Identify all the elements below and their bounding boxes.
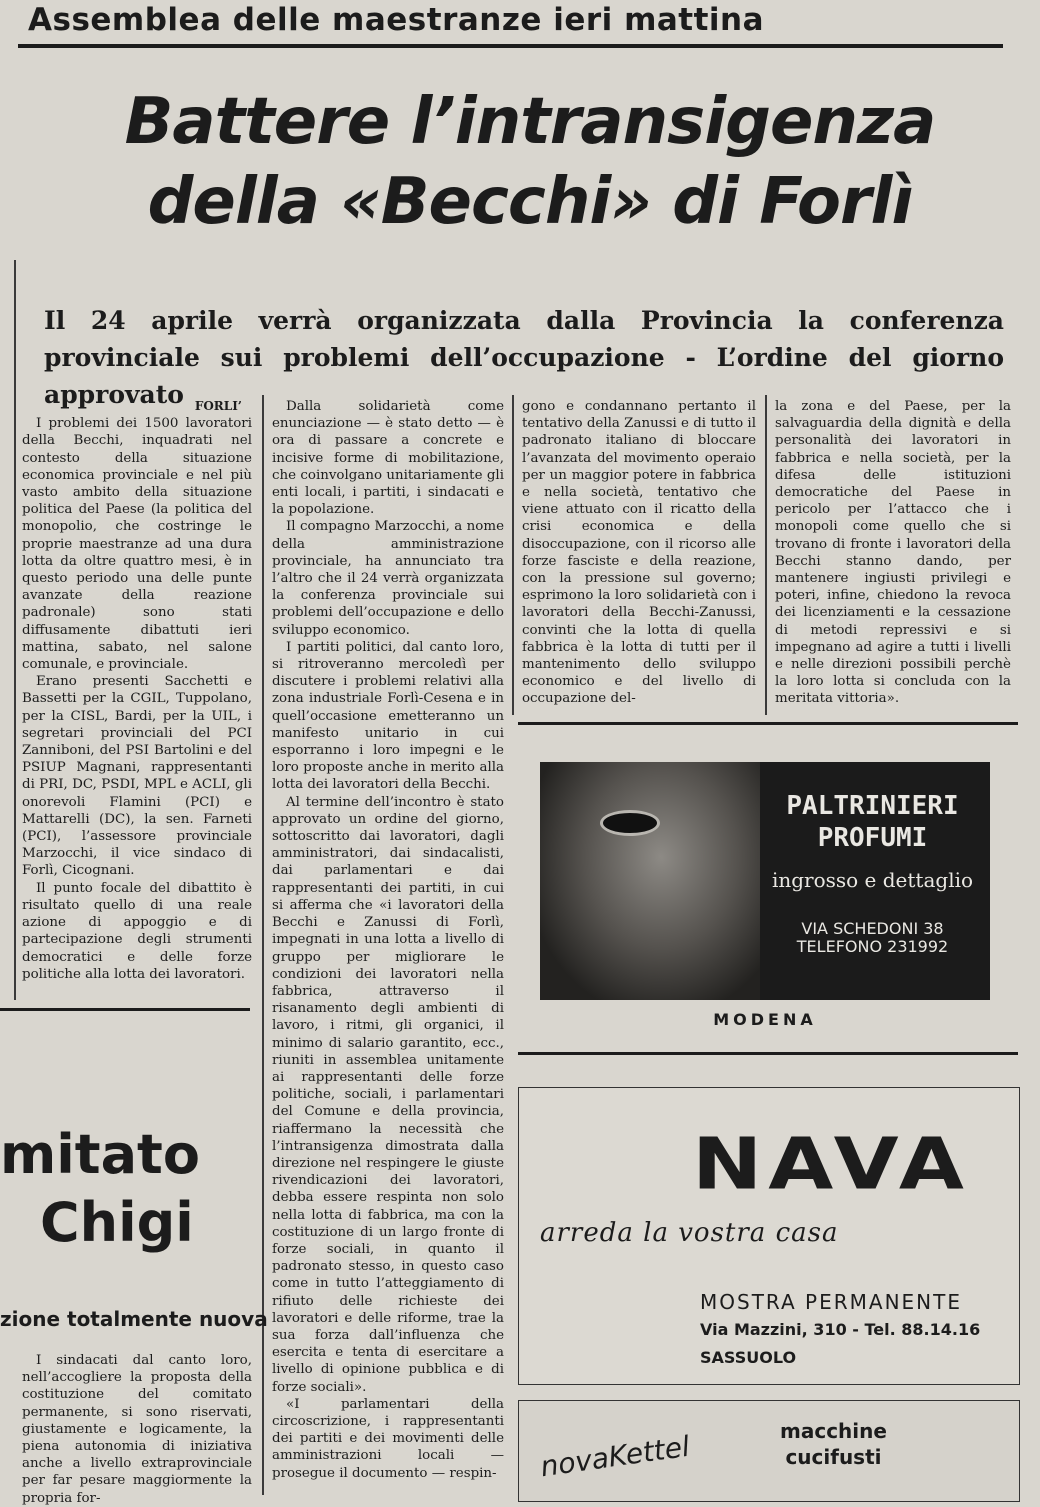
nava-logo: NAVA <box>692 1122 970 1206</box>
story-headline-line-2: Chigi <box>40 1191 194 1254</box>
paragraph: Erano presenti Sacchetti e Bassetti per la CGIL, Tuppolano, per la CISL, Bardi, per la UIL, i segretari provinciali del PCI Zanniboni, del PSI Bartolini e del PSIUP Magnani, rappresentanti di PRI, DC, PSDI, MPL e ACLI, gli onorevoli Flamini (PCI) e Mattarelli (DC), la sen. Farneti (PCI), l’assessore provinciale Marzocchi, il vice sindaco di Forlì, Cicognani. <box>22 674 252 879</box>
article-column-4 <box>775 398 1011 708</box>
paragraph: Dalla solidarietà come enunciazione — è stato detto — è ora di passare a concrete e incisive forme di mobilitazione, che coinvolgano unitariamente gli enti locali, i partiti, i sindacati e la popolazione. <box>272 399 504 518</box>
nova-logo: novaKettel <box>538 1429 692 1484</box>
perfume-phone: TELEFONO 231992 <box>796 937 949 956</box>
column-rule <box>512 395 514 715</box>
perfume-city: MODENA <box>713 1010 817 1029</box>
column-rule <box>765 395 767 715</box>
paragraph: Al termine dell’incontro è stato approvato un ordine del giorno, sottoscritto dai lavoratori, dagli amministratori, dai sindacalisti, dai parlamentari e dai rappresentanti dei partiti, in cui si afferma che «i lavoratori della Becchi e Zanussi di Forlì, impegnati in una lotta a livello di gruppo per migliorare le condizioni dei lavoratori nella fabbrica, attraverso il risanamento degli ambienti di lavoro, i ritmi, gli organici, il minimo di salario garantito, ecc., riuniti in assemblea unitamente ai rappresentanti delle forze politiche, sociali, i parlamentari del Comune e della provincia, riaffermano la necessità che l’intransigenza dimostrata dalla direzione nel respingere le giuste rivendicazioni dei lavoratori, debba essere respinta non solo nella lotta di fabbrica, ma con la costituzione di un largo fronte di forze sociali, in quanto il padronato stesso, in questo caso come in tutto l’atteggiamento di rifiuto delle richieste dei lavoratori e delle riforme, trae la sua forza dall’influenza che esercita e tenta di esercitare a livello di opinione pubblica e di forze sociali». <box>272 794 504 1395</box>
perfume-brand-line-1: PALTRINIERI <box>786 791 959 821</box>
story-headline-line-1: mitato <box>0 1123 200 1186</box>
face-photo <box>540 762 760 1000</box>
paragraph: I sindacati dal canto loro, nell’accogliere la proposta della costituzione del comitato permanente, si sono riservati, giustamente e logicamente, la piena autonomia di iniziativa anche a livello extraprovinciale per far pesare maggiormente la propria for- <box>22 1353 252 1506</box>
paragraph: gono e condannano pertanto il tentativo della Zanussi e di tutto il padronato italiano di bloccare l’avanzata del movimento operaio per un maggior potere in fabbrica e nella società, tentativo che viene attuato con il ricatto della crisi economica e della disoccupazione, con il ricorso alle forze fasciste e della reazione, con la pressione sul governo; esprimono la loro solidarietà con i lavoratori della Becchi-Zanussi, convinti che la lotta di quella fabbrica è la lotta di tutti per il mantenimento dello sviluppo economico e del livello di occupazione del- <box>522 399 756 707</box>
story-body <box>22 1352 252 1507</box>
section-rule <box>0 1008 250 1011</box>
paragraph: la zona e del Paese, per la salvaguardia della dignità e della personalità dei lavoratori in fabbrica e nella società, per la difesa delle istituzioni democratiche del Paese in pericolo per l’attacco che i monopoli come quello che si trovano di fronte i lavoratori della Becchi stanno dando, per mantenere ingiusti privilegi e poteri, infine, chiedono la revoca dei licenziamenti e la cessazione di metodi repressivi e si impegnano ad agire a tutti i livelli e nelle direzioni possibili perchè la loro lotta si concluda con la meritata vittoria». <box>775 399 1011 707</box>
subheadline: Il 24 aprile verrà organizzata dalla Provincia la conferenza provinciale sui problemi dell’occupazione - L’ordine del giorno approvato <box>44 306 1004 409</box>
paragraph: Il punto focale del dibattito è risultato quello di una reale azione di appoggio e di partecipazione degli strumenti democratici e delle forze politiche alla lotta dei lavoratori. <box>22 880 252 982</box>
nava-tagline: arreda la vostra casa <box>540 1218 839 1248</box>
nava-showroom: MOSTRA PERMANENTE <box>700 1290 962 1314</box>
headline-line-2: della «Becchi» di Forlì <box>147 165 913 239</box>
main-headline <box>30 82 1030 242</box>
paragraph: «I parlamentari della circoscrizione, i rappresentanti dei partiti e dei movimenti delle amministrazioni locali — prosegue il documento — respin- <box>272 1396 504 1481</box>
paragraph: I partiti politici, dal canto loro, si ritroveranno mercoledì per discutere i problemi relativi alla zona industriale Forlì-Cesena e in quell’occasione emetteranno un manifesto unitario in cui esporranno i loro impegni e le loro proposte anche in merito alla lotta dei lavoratori della Becchi. <box>272 639 504 793</box>
dateline: FORLI’ <box>194 399 242 413</box>
paragraph: I problemi dei 1500 lavoratori della Becchi, inquadrati nel contesto della situazione economica provinciale e nel più vasto ambito della situazione politica del Paese (la politica del monopolio, che costringe le proprie maestranze ad una dura lotta da oltre quattro mesi, è in questo periodo una delle punte avanzate della reazione padronale) sono stati diffusamente dibattuti ieri mattina, sabato, nel salone comunale, e provinciale. <box>22 416 252 673</box>
nova-text-line-2: cucifusti <box>785 1445 882 1469</box>
nava-city: SASSUOLO <box>700 1348 797 1367</box>
nova-text-line-1: macchine <box>780 1419 887 1443</box>
kicker-rule <box>18 44 1003 48</box>
paragraph: Il compagno Marzocchi, a nome della amministrazione provinciale, ha annunciato tra l’altro che il 24 verrà organizzata la conferenza provinciale sui problemi dell’occupazione e dello sviluppo economico. <box>272 519 504 638</box>
nava-address: Via Mazzini, 310 - Tel. 88.14.16 <box>700 1320 981 1339</box>
article-column-3 <box>522 398 756 708</box>
article-column-2 <box>272 398 504 1482</box>
section-rule <box>518 722 1018 725</box>
kicker-headline: Assemblea delle maestranze ieri mattina <box>28 2 765 38</box>
headline-line-1: Battere l’intransigenza <box>124 85 936 159</box>
eye-graphic <box>600 810 660 836</box>
story-subheadline: zione totalmente nuova <box>0 1307 268 1331</box>
perfume-brand-line-2: PROFUMI <box>817 823 928 853</box>
column-rule <box>14 260 16 1000</box>
perfume-tagline: ingrosso e dettaglio <box>771 868 974 892</box>
article-column-1 <box>22 398 252 983</box>
perfume-ad-text <box>760 790 985 956</box>
nova-text <box>780 1418 887 1470</box>
perfume-address: VIA SCHEDONI 38 <box>801 919 944 938</box>
section-rule <box>518 1052 1018 1055</box>
